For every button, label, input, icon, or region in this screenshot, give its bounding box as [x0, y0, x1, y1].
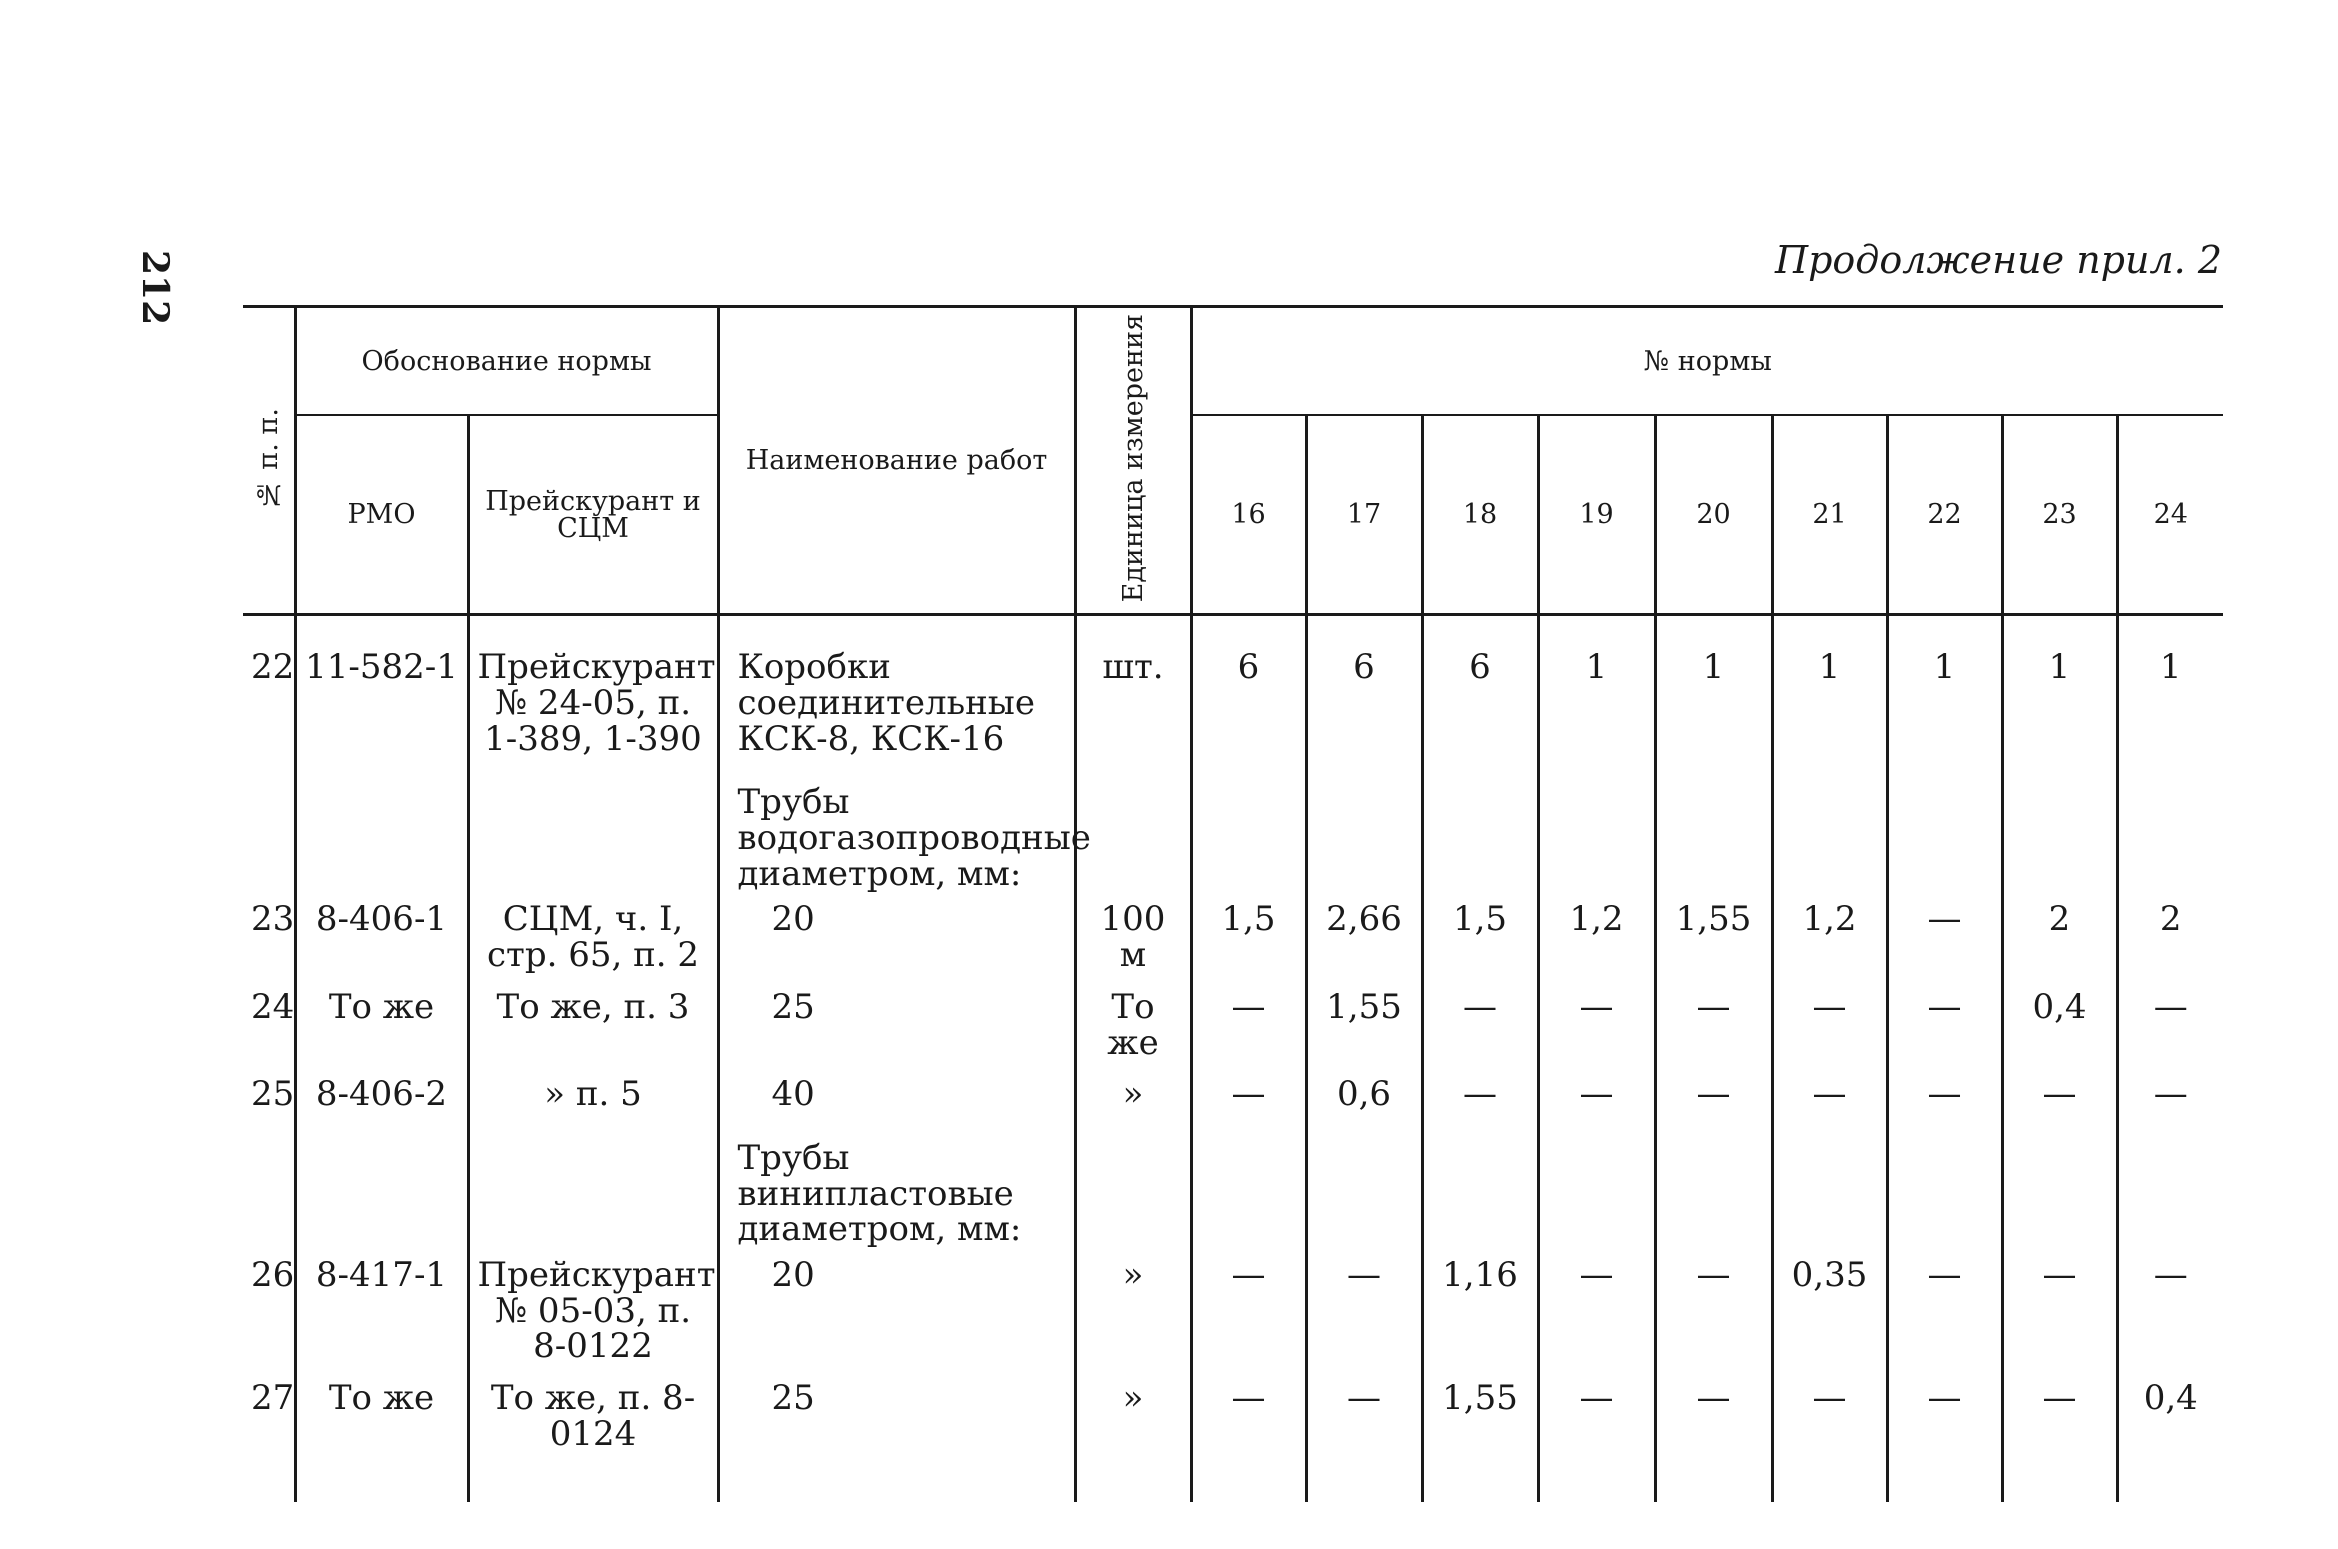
cell-unit: » [1075, 1075, 1191, 1127]
header-num: № п. п. [252, 407, 284, 509]
cell-norm-value: — [1191, 1379, 1306, 1502]
cell-norm-value: — [1887, 988, 2002, 1075]
cell-norm-value: 0,4 [2117, 1379, 2223, 1502]
cell-empty [2002, 771, 2117, 900]
header-norm-col: 18 [1422, 415, 1538, 614]
cell-norm-value: 1,55 [1655, 900, 1772, 987]
cell-empty [1538, 1127, 1655, 1256]
cell-norm-value: 6 [1422, 615, 1538, 772]
header-norm-col: 21 [1772, 415, 1887, 614]
cell-num: 25 [251, 1074, 295, 1115]
cell-norm-value: — [1538, 1256, 1655, 1379]
cell-norm-value: — [1655, 1075, 1772, 1127]
cell-empty [1422, 771, 1538, 900]
cell-norm-value: — [1306, 1379, 1422, 1502]
cell-unit: » [1075, 1256, 1191, 1379]
header-rmo: РМО [295, 415, 468, 614]
cell-norm-value: — [1887, 900, 2002, 987]
cell-num: 23 [251, 899, 295, 940]
cell-empty [1422, 1127, 1538, 1256]
cell-work-name: 40 [718, 1075, 1075, 1127]
section-row [243, 771, 2223, 900]
cell-work-name: 25 [718, 1379, 1075, 1502]
cell-empty [295, 1127, 468, 1256]
cell-norm-value: — [1538, 1379, 1655, 1502]
table-row [243, 900, 2223, 987]
header-norm-col: 20 [1655, 415, 1772, 614]
cell-norm-value: 2 [2002, 900, 2117, 987]
cell-empty [1306, 771, 1422, 900]
cell-norm-value: — [1306, 1256, 1422, 1379]
cell-empty [468, 771, 718, 900]
cell-norm-value: — [1191, 988, 1306, 1075]
cell-norm-value: — [1772, 1379, 1887, 1502]
header-norm-col: 19 [1538, 415, 1655, 614]
cell-norm-value: 1,2 [1538, 900, 1655, 987]
cell-num: 24 [251, 986, 295, 1027]
cell-norm-value: — [1772, 1075, 1887, 1127]
cell-norm-value: 0,6 [1306, 1075, 1422, 1127]
cell-norm-value: — [2002, 1379, 2117, 1502]
header-unit: Единица измерения [1075, 307, 1191, 615]
cell-norm-value: 6 [1191, 615, 1306, 772]
cell-empty [243, 771, 295, 900]
cell-norm-value: — [2117, 988, 2223, 1075]
cell-work-name: 25 [718, 988, 1075, 1075]
table-row [243, 988, 2223, 1075]
section-title: Трубы водогазопроводные диаметром, мм: [718, 771, 1075, 900]
cell-norm-value: — [1422, 1075, 1538, 1127]
cell-empty [1075, 771, 1191, 900]
cell-empty [243, 1127, 295, 1256]
cell-norm-value: — [1655, 1256, 1772, 1379]
cell-price-list: То же, п. 8-0124 [468, 1379, 718, 1502]
cell-norm-value: 1,2 [1772, 900, 1887, 987]
cell-rmo: То же [295, 988, 468, 1075]
header-norm-col: 24 [2117, 415, 2223, 614]
header-norm-col: 23 [2002, 415, 2117, 614]
cell-empty [1191, 771, 1306, 900]
cell-norm-value: — [1538, 988, 1655, 1075]
page-number: 212 [134, 250, 176, 326]
header-basis-group: Обоснование нормы [295, 307, 718, 416]
table-row [243, 1256, 2223, 1379]
cell-norm-value: — [1655, 1379, 1772, 1502]
cell-empty [1191, 1127, 1306, 1256]
cell-empty [2117, 1127, 2223, 1256]
cell-norm-value: — [2117, 1256, 2223, 1379]
cell-empty [2117, 771, 2223, 900]
cell-norm-value: 1,16 [1422, 1256, 1538, 1379]
cell-empty [2002, 1127, 2117, 1256]
cell-norm-value: 2,66 [1306, 900, 1422, 987]
continuation-caption: Продолжение прил. 2 [1774, 238, 2222, 282]
cell-norm-value: 1 [1655, 615, 1772, 772]
cell-price-list: СЦМ, ч. I, стр. 65, п. 2 [468, 900, 718, 987]
cell-num: 26 [251, 1254, 295, 1295]
cell-unit: 100 м [1075, 900, 1191, 987]
header-norm-group: № нормы [1191, 307, 2223, 416]
header-norm-col: 22 [1887, 415, 2002, 614]
cell-empty [1887, 1127, 2002, 1256]
cell-norm-value: 6 [1306, 615, 1422, 772]
cell-work-name: 20 [718, 1256, 1075, 1379]
cell-empty [1655, 771, 1772, 900]
cell-norm-value: — [1191, 1075, 1306, 1127]
cell-norm-value: 1,5 [1191, 900, 1306, 987]
cell-empty [1772, 1127, 1887, 1256]
cell-empty [468, 1127, 718, 1256]
cell-rmo: 8-417-1 [295, 1256, 468, 1379]
table-header [243, 307, 2223, 615]
cell-norm-value: 1,55 [1422, 1379, 1538, 1502]
header-norm-col: 16 [1191, 415, 1306, 614]
section-title: Трубы винипластовые диаметром, мм: [718, 1127, 1075, 1256]
cell-norm-value: — [2002, 1256, 2117, 1379]
cell-num: 22 [251, 647, 295, 688]
cell-norm-value: — [2117, 1075, 2223, 1127]
cell-empty [1772, 771, 1887, 900]
header-price-list: Прейскурант и СЦМ [468, 415, 718, 614]
cell-norm-value: 1 [2117, 615, 2223, 772]
cell-price-list: Прейскурант № 05-03, п. 8-0122 [468, 1256, 718, 1379]
cell-price-list: То же, п. 3 [468, 988, 718, 1075]
cell-norm-value: 0,4 [2002, 988, 2117, 1075]
cell-norm-value: 0,35 [1772, 1256, 1887, 1379]
cell-norm-value: — [1887, 1379, 2002, 1502]
norms-table [243, 305, 2223, 1502]
cell-norm-value: — [1772, 988, 1887, 1075]
cell-norm-value: — [1655, 988, 1772, 1075]
cell-norm-value: 1,5 [1422, 900, 1538, 987]
cell-unit: » [1075, 1379, 1191, 1502]
cell-norm-value: — [2002, 1075, 2117, 1127]
cell-rmo: 8-406-1 [295, 900, 468, 987]
cell-rmo: 11-582-1 [295, 615, 468, 772]
cell-work-name: 20 [718, 900, 1075, 987]
table-row [243, 615, 2223, 772]
cell-norm-value: 1,55 [1306, 988, 1422, 1075]
cell-norm-value: 1 [1887, 615, 2002, 772]
cell-empty [1306, 1127, 1422, 1256]
header-work-name: Наименование работ [718, 307, 1075, 615]
cell-norm-value: — [1422, 988, 1538, 1075]
cell-price-list: » п. 5 [468, 1075, 718, 1127]
cell-empty [1538, 771, 1655, 900]
cell-unit: шт. [1075, 615, 1191, 772]
cell-price-list: Прейскурант № 24-05, п. 1-389, 1-390 [468, 615, 718, 772]
cell-norm-value: 1 [1772, 615, 1887, 772]
header-norm-col: 17 [1306, 415, 1422, 614]
cell-unit: То же [1075, 988, 1191, 1075]
cell-norm-value: 1 [2002, 615, 2117, 772]
table-row [243, 1075, 2223, 1127]
cell-norm-value: — [1887, 1075, 2002, 1127]
cell-norm-value: 1 [1538, 615, 1655, 772]
cell-empty [295, 771, 468, 900]
cell-empty [1075, 1127, 1191, 1256]
cell-norm-value: — [1887, 1256, 2002, 1379]
cell-empty [1887, 771, 2002, 900]
table-row [243, 1379, 2223, 1502]
cell-work-name: Коробки соединительные КСК-8, КСК-16 [718, 615, 1075, 772]
cell-norm-value: — [1538, 1075, 1655, 1127]
cell-empty [1655, 1127, 1772, 1256]
cell-num: 27 [251, 1378, 295, 1419]
section-row [243, 1127, 2223, 1256]
table-body [243, 615, 2223, 1503]
cell-rmo: 8-406-2 [295, 1075, 468, 1127]
cell-rmo: То же [295, 1379, 468, 1502]
cell-norm-value: 2 [2117, 900, 2223, 987]
cell-norm-value: — [1191, 1256, 1306, 1379]
